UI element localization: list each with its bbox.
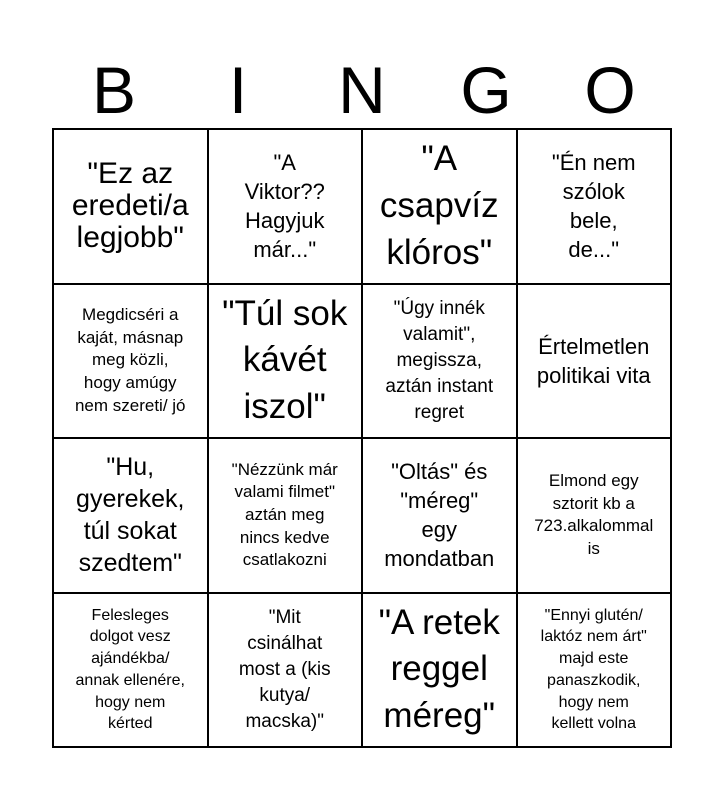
bingo-cell-text: Felesleges dolgot vesz ajándékba/ annak ellenére, hogy nem kérted	[75, 606, 185, 733]
bingo-cell-4-3[interactable]	[362, 593, 517, 748]
bingo-cell-text: "Túl sok kávét iszol"	[222, 293, 348, 427]
header-letter-i: I	[228, 53, 248, 127]
header-letter-b: B	[91, 53, 137, 127]
bingo-cell-3-3[interactable]	[362, 438, 517, 593]
bingo-cell-text: "A retek reggel méreg"	[378, 602, 500, 736]
bingo-cell-text: "A csapvíz klóros"	[379, 139, 499, 272]
bingo-cell-1-2[interactable]	[208, 129, 363, 284]
bingo-cell-3-4[interactable]	[517, 438, 672, 593]
bingo-cell-3-1[interactable]	[53, 438, 208, 593]
bingo-cell-4-4[interactable]	[517, 593, 672, 748]
bingo-board	[52, 128, 672, 748]
bingo-cell-text: Elmond egy sztorit kb a 723.alkalommal is	[534, 471, 654, 558]
bingo-cell-1-4[interactable]	[517, 129, 672, 284]
bingo-cell-text: "Mit csinálhat most a (kis kutya/ macska)"	[238, 606, 331, 732]
bingo-cell-text: "Én nem szólok bele, de..."	[551, 150, 636, 263]
header-letter-g: G	[460, 53, 512, 127]
bingo-cell-4-1[interactable]	[53, 593, 208, 748]
bingo-cell-text: Értelmetlen politikai vita	[536, 333, 651, 388]
bingo-cell-text: "Nézzünk már valami filmet" aztán meg nincs kedve csatlakozni	[231, 459, 338, 570]
bingo-cell-text: "Hu, gyerekek, túl sokat szedtem"	[76, 453, 185, 578]
header-letter-n: N	[338, 53, 386, 127]
bingo-cell-text: "Ez az eredeti/a legjobb"	[71, 156, 189, 255]
bingo-cell-3-2[interactable]	[208, 438, 363, 593]
bingo-cell-1-1[interactable]	[53, 129, 208, 284]
header-letter-o: O	[584, 53, 636, 127]
bingo-cell-text: "Úgy innék valamit", megissza, aztán instant regret	[385, 297, 494, 423]
bingo-cell-text: "A Viktor?? Hagyjuk már..."	[244, 150, 325, 263]
bingo-cell-2-4[interactable]	[517, 284, 672, 439]
bingo-cell-2-3[interactable]	[362, 284, 517, 439]
bingo-cell-2-2[interactable]	[208, 284, 363, 439]
bingo-cell-2-1[interactable]	[53, 284, 208, 439]
bingo-cell-4-2[interactable]	[208, 593, 363, 748]
bingo-header	[52, 52, 672, 128]
bingo-cell-text: "Ennyi glutén/ laktóz nem árt" majd este panaszkodik, hogy nem kellett volna	[540, 606, 647, 733]
bingo-cell-text: "Oltás" és "méreg" egy mondatban	[384, 459, 495, 572]
bingo-cell-text: Megdicséri a kaját, másnap meg közli, hogy amúgy nem szereti/ jó	[74, 305, 186, 415]
bingo-cell-1-3[interactable]	[362, 129, 517, 284]
